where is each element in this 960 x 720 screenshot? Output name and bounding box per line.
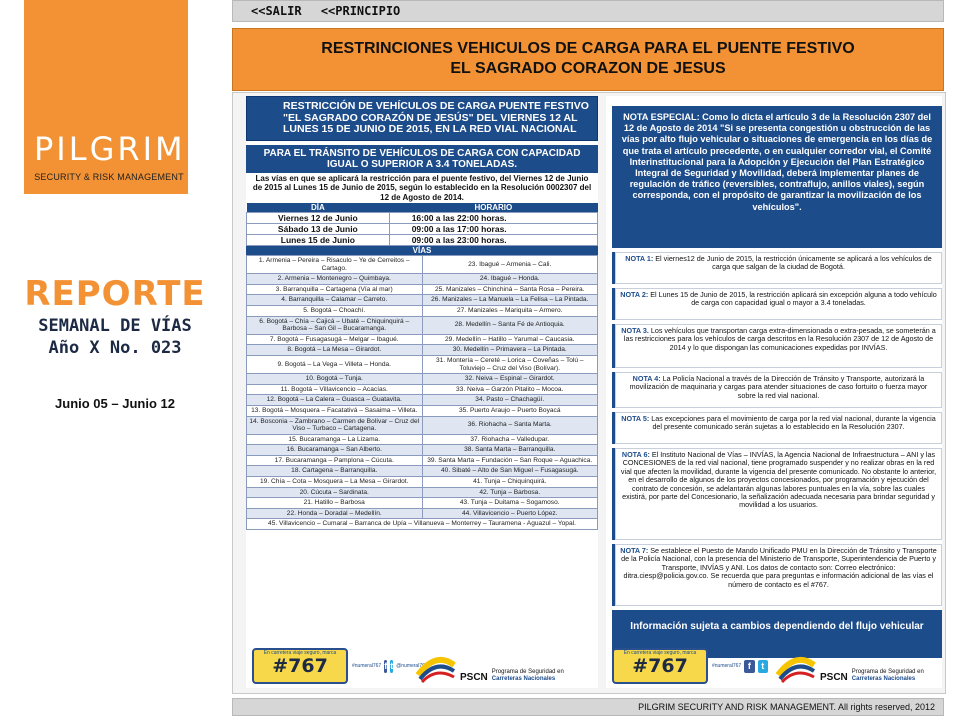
note-text: Las excepciones para el movimiento de carga por la red vial nacional, durante la vigencia del presente comunicado serán sujetas a lo establecido en la Resolución 2307. xyxy=(651,414,936,432)
report-issue: Año X No. 023 xyxy=(48,338,182,358)
page-title xyxy=(232,28,944,91)
pscn-line2: Carreteras Nacionales xyxy=(851,676,916,682)
table-row xyxy=(247,305,598,316)
special-note: NOTA ESPECIAL: Como lo dicta el artículo 3 de la Resolución 2307 del 12 de Agosto de 2014 "Si se presenta congestión u obstrucción de las vías por alto flujo vehicular o situaciones de emergencia en los días de que trata el artículo precedente, o en cualquier corredor vial, el Comité Interinstitucional para la Adopción y Ejecución del Plan Estratégico Integral de Seguridad y Movilidad, deberá implementar planes de regulación de tráfico (reversibles, contraflujo, anillos viales), según corresponda, con el propósito de garantizar la movilización de los vehículos". xyxy=(612,106,942,248)
table-row xyxy=(247,384,598,395)
notes-document xyxy=(606,96,942,688)
start-link[interactable]: <<PRINCIPIO xyxy=(320,4,401,18)
table-row xyxy=(247,455,598,466)
note-label: NOTA 2: xyxy=(620,290,649,299)
table-row xyxy=(247,224,598,235)
schedule-time: 09:00 a las 23:00 horas. xyxy=(389,235,597,246)
note-text: La Policía Nacional a través de la Dirección de Tránsito y Transporte, autorizará la movilización de maquinaria y cargas para atender situaciones de caso fortuito o fuerza mayor sobre la red vial nacional. xyxy=(629,374,928,400)
facebook-icon: f xyxy=(744,660,754,673)
road-cell: 7. Bogotá – Fusagasugá – Melgar – Ibagué. xyxy=(247,334,423,345)
schedule-col-day: DÍA xyxy=(247,203,390,213)
note-text: Se establece el Puesto de Mando Unificado PMU en la Dirección de Tránsito y Transporte de la Policía Nacional, con la presencia del Ministerio de Transporte, Superintendencia de Puerto y Transporte, INVÍAS y ANI. Los datos de contacto son: Correo electrónico: ditra.ciesp@policia.gov.co. Se recuerda que para preguntas e información adicional de las vías el número de contacto es el #767. xyxy=(621,546,937,589)
twitter-icon: t xyxy=(758,660,768,673)
road-cell: 31. Montería – Cereté – Lorica – Coveñas – Tolú – Toluviejo – Cruz del Viso (Bolívar). xyxy=(422,355,598,373)
pscn-name: PSCN xyxy=(820,672,848,683)
doc-intro: Las vías en que se aplicará la restricción para el puente festivo, del Viernes 12 de Junio de 2015 al Lunes 15 de Junio de 2015, según lo establecido en la Resolución 0002307 del 12 de Agosto de 2014. xyxy=(252,173,592,202)
report-dates: Junio 05 – Junio 12 xyxy=(55,396,175,411)
doc-title: RESTRICCIÓN DE VEHÍCULOS DE CARGA PUENTE FESTIVO "EL SAGRADO CORAZÓN DE JESÚS" DEL VIERNES 12 AL LUNES 15 DE JUNIO DE 2015, EN LA RED VIAL NACIONAL xyxy=(246,96,598,141)
pscn-logo xyxy=(416,649,564,683)
note-item xyxy=(612,544,942,606)
road-cell: 6. Bogotá – Chía – Cajicá – Ubaté – Chiquinquirá – Barbosa – San Gil – Bucaramanga. xyxy=(247,316,423,334)
note-label: NOTA 6: xyxy=(621,450,650,459)
table-row xyxy=(247,374,598,385)
road-cell: 11. Bogotá – Villavicencio – Acacías. xyxy=(247,384,423,395)
road-cell: 42. Tunja – Barbosa. xyxy=(422,487,598,498)
road-cell: 33. Neiva – Garzón Pitalito – Mocoa. xyxy=(422,384,598,395)
top-nav xyxy=(232,0,944,22)
pscn-line2: Carreteras Nacionales xyxy=(491,676,556,682)
note-text: El viernes12 de Junio de 2015, la restricción únicamente se aplicará a los vehículos de carga que salgan de la ciudad de Bogotá. xyxy=(655,254,932,272)
note-text: El Lunes 15 de Junio de 2015, la restricción aplicará sin excepción alguna a todo vehículo de carga con capacidad igual o mayor a 3.4 toneladas. xyxy=(650,290,937,308)
table-row xyxy=(247,445,598,456)
schedule-time: 09:00 a las 17:00 horas. xyxy=(389,224,597,235)
table-row xyxy=(247,519,598,530)
note-label: NOTA 3. xyxy=(621,326,649,335)
doc-footer-logos xyxy=(246,644,598,688)
social-icons xyxy=(352,649,428,683)
road-cell: 10. Bogotá – Tunja. xyxy=(247,374,423,385)
table-row xyxy=(247,416,598,434)
brand-logo: PILGRIM xyxy=(34,130,186,168)
schedule-day: Viernes 12 de Junio xyxy=(247,213,390,224)
doc-subtitle: PARA EL TRÁNSITO DE VEHÍCULOS DE CARGA CON CAPACIDAD IGUAL O SUPERIOR A 3.4 TONELADAS. xyxy=(246,145,598,173)
social-label: #numeral767 xyxy=(352,663,382,669)
pscn-program xyxy=(852,669,924,683)
table-row xyxy=(247,345,598,356)
social-handle: @numeral767 xyxy=(396,663,428,669)
roads-table xyxy=(246,255,598,530)
road-cell: 15. Bucaramanga – La Lizama. xyxy=(247,434,423,445)
note-item xyxy=(612,372,942,408)
table-row xyxy=(247,405,598,416)
table-row xyxy=(247,235,598,246)
table-row xyxy=(247,477,598,488)
table-row xyxy=(247,334,598,345)
road-cell: 32. Neiva – Espinal – Girardot. xyxy=(422,374,598,385)
road-cell: 37. Riohacha – Valledupar. xyxy=(422,434,598,445)
pscn-line1: Programa de Seguridad en xyxy=(851,669,924,675)
restriction-document xyxy=(246,96,598,688)
notes-footer-logos xyxy=(606,644,942,688)
road-cell: 34. Pasto – Chachagüí. xyxy=(422,395,598,406)
road-cell: 28. Medellín – Santa Fé de Antioquia. xyxy=(422,316,598,334)
pscn-program xyxy=(492,669,564,683)
info-banner: Información sujeta a cambios dependiendo del flujo vehicular xyxy=(612,610,942,658)
road-cell: 45. Villavicencio – Cumaral – Barranca de Upía – Villanueva – Monterrey – Tauramena - Aguazul – Yopal. xyxy=(247,519,598,530)
road-cell: 19. Chía – Cota – Mosquera – La Mesa – Girardot. xyxy=(247,477,423,488)
road-cell: 18. Cartagena – Barranquilla. xyxy=(247,466,423,477)
road-cell: 29. Medellín – Hatillo – Yarumal – Caucasia. xyxy=(422,334,598,345)
road-cell: 2. Armenia – Montenegro – Quimbaya. xyxy=(247,274,423,285)
note-item xyxy=(612,252,942,284)
table-row xyxy=(247,466,598,477)
note-text: El Instituto Nacional de Vías – INVÍAS, la Agencia Nacional de Infraestructura – ANI y las CONCESIONES de la red vial nacional, tiene programado suspender y no realizar obras en la red vial que afecten la movilidad, durante la vigencia del presente comunicado. No obstante lo anterior, en el desarrollo de algunos de los proyectos concesionados, por programación y ejecución del contrato de concesión, se adelantarán algunas labores puntuales en la vía, sobre las cuales existirá, por parte del Concesionario, la señalización adecuada necesaria para brindar seguridad y movilidad a los usuarios. xyxy=(620,450,937,510)
note-label: NOTA 5: xyxy=(621,414,650,423)
note-item xyxy=(612,324,942,368)
copyright: PILGRIM SECURITY AND RISK MANAGEMENT. All rights reserved, 2012 xyxy=(232,698,944,716)
table-row xyxy=(247,213,598,224)
pscn-line1: Programa de Seguridad en xyxy=(491,669,564,675)
road-cell: 38. Santa Marta – Barranquilla. xyxy=(422,445,598,456)
road-cell: 20. Cúcuta – Sardinata. xyxy=(247,487,423,498)
road-cell: 40. Sibaté – Alto de San Miguel – Fusagasugá. xyxy=(422,466,598,477)
road-cell: 43. Tunja – Duitama – Sogamoso. xyxy=(422,498,598,509)
road-cell: 9. Bogotá – La Vega – Villeta – Honda. xyxy=(247,355,423,373)
table-row xyxy=(247,508,598,519)
colombia-road-icon xyxy=(416,649,456,683)
road-cell: 1. Armenia – Pereira – Risaculo – Ye de Cerreitos – Cartago. xyxy=(247,256,423,274)
schedule-day: Lunes 15 de Junio xyxy=(247,235,390,246)
schedule-time: 16:00 a las 22:00 horas. xyxy=(389,213,597,224)
table-row xyxy=(247,355,598,373)
road-cell: 16. Bucaramanga – San Alberto. xyxy=(247,445,423,456)
schedule-table xyxy=(246,203,598,246)
note-text: Los vehículos que transportan carga extra-dimensionada o extra-pesada, se someterán a las restricciones para los vehículos de carga descritos en la Resolución 2307 de 12 de Agosto de 2014 y lo que dispongan las comunicaciones expedidas por INVÍAS. xyxy=(623,326,936,352)
hotline-badge xyxy=(612,648,708,684)
road-cell: 44. Villavicencio – Puerto López. xyxy=(422,508,598,519)
table-row xyxy=(247,295,598,306)
road-cell: 30. Medellín – Primavera – La Pintada. xyxy=(422,345,598,356)
road-cell: 5. Bogotá – Choachí. xyxy=(247,305,423,316)
report-subtitle xyxy=(0,315,230,359)
road-cell: 13. Bogotá – Mosquera – Facatativá – Sasaima – Villeta. xyxy=(247,405,423,416)
social-label: #numeral767 xyxy=(712,663,742,669)
table-row xyxy=(247,316,598,334)
road-cell: 22. Honda – Doradal – Medellín. xyxy=(247,508,423,519)
schedule-day: Sábado 13 de Junio xyxy=(247,224,390,235)
table-row xyxy=(247,434,598,445)
page-title-line2: EL SAGRADO CORAZON DE JESUS xyxy=(450,60,726,77)
table-row xyxy=(247,284,598,295)
road-cell: 8. Bogotá – La Mesa – Girardot. xyxy=(247,345,423,356)
road-cell: 27. Manizales – Mariquita – Armero. xyxy=(422,305,598,316)
social-icons xyxy=(712,649,768,683)
note-item xyxy=(612,288,942,320)
note-label: NOTA 4: xyxy=(632,374,661,383)
road-cell: 25. Manizales – Chinchiná – Santa Rosa – Pereira. xyxy=(422,284,598,295)
road-cell: 17. Bucaramanga – Pamplona – Cúcuta. xyxy=(247,455,423,466)
hotline-badge xyxy=(252,648,348,684)
table-row xyxy=(247,256,598,274)
road-cell: 3. Barranquilla – Cartagena (Vía al mar) xyxy=(247,284,423,295)
badge-caption: En carretera viaje seguro, marca xyxy=(263,650,337,656)
brand-subtitle: SECURITY & RISK MANAGEMENT xyxy=(34,172,184,182)
table-row xyxy=(247,274,598,285)
report-subtitle-text: SEMANAL DE VÍAS xyxy=(38,316,192,336)
report-title: REPORTE xyxy=(24,274,206,314)
road-cell: 12. Bogotá – La Calera – Guasca – Guatavita. xyxy=(247,395,423,406)
twitter-icon: t xyxy=(390,660,394,671)
hotline-number: #767 xyxy=(272,655,328,677)
roads-header: VÍAS xyxy=(246,246,598,255)
road-cell: 35. Puerto Araujo – Puerto Boyacá xyxy=(422,405,598,416)
facebook-icon: f xyxy=(384,660,388,671)
table-row xyxy=(247,498,598,509)
road-cell: 41. Tunja – Chiquinquirá. xyxy=(422,477,598,488)
exit-link[interactable]: <<SALIR xyxy=(251,4,302,18)
note-label: NOTA 1: xyxy=(625,254,654,263)
hotline-number: #767 xyxy=(632,655,688,677)
page-title-line1: RESTRINCIONES VEHICULOS DE CARGA PARA EL PUENTE FESTIVO xyxy=(321,40,855,57)
notes-list xyxy=(606,252,942,606)
road-cell: 26. Manizales – La Manuela – La Felisa – La Pintada. xyxy=(422,295,598,306)
pscn-logo xyxy=(776,649,924,683)
table-row xyxy=(247,487,598,498)
note-item xyxy=(612,448,942,540)
pscn-name: PSCN xyxy=(460,672,488,683)
road-cell: 4. Barranquilla – Calamar – Carreto. xyxy=(247,295,423,306)
colombia-road-icon xyxy=(776,649,816,683)
note-item xyxy=(612,412,942,444)
road-cell: 36. Riohacha – Santa Marta. xyxy=(422,416,598,434)
road-cell: 24. Ibagué – Honda. xyxy=(422,274,598,285)
schedule-col-time: HORARIO xyxy=(389,203,597,213)
note-label: NOTA 7: xyxy=(620,546,649,555)
road-cell: 39. Santa Marta – Fundación – San Roque – Aguachica. xyxy=(422,455,598,466)
road-cell: 21. Hatillo – Barbosa xyxy=(247,498,423,509)
road-cell: 14. Bosconia – Zambrano – Carmen de Bolívar – Cruz del Viso – Turbaco – Cartagena. xyxy=(247,416,423,434)
road-cell: 23. Ibagué – Armenia – Cali. xyxy=(422,256,598,274)
table-row xyxy=(247,395,598,406)
badge-caption: En carretera viaje seguro, marca xyxy=(623,650,697,656)
